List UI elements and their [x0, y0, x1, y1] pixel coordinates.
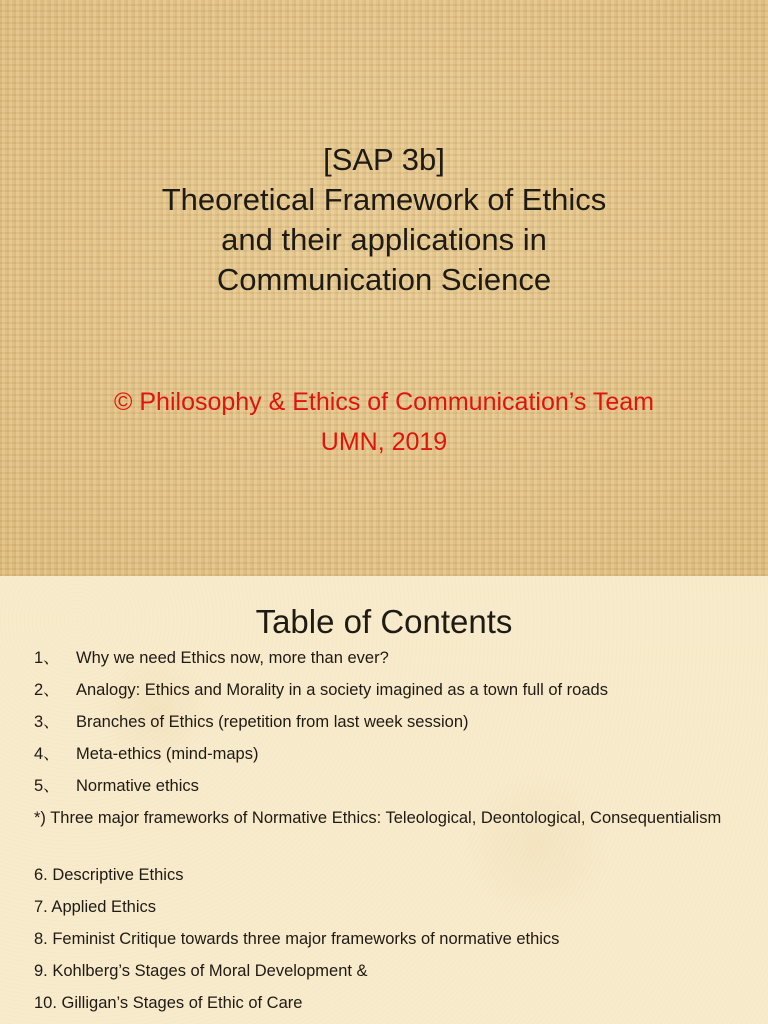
toc-note-frameworks [34, 808, 758, 865]
slide-subtitle [0, 382, 768, 462]
toc-item [34, 776, 758, 808]
toc-item [34, 680, 758, 712]
toc-item-text: Branches of Ethics (repetition from last week session) [76, 713, 469, 731]
toc-item-text: 8. Feminist Critique towards three major frameworks of normative ethics [34, 930, 560, 948]
toc-item [34, 993, 758, 1024]
toc-item-text: Meta-ethics (mind-maps) [76, 745, 259, 763]
toc-item-text: *) Three major frameworks of Normative Ethics: Teleological, Deontological, Consequentialism [34, 809, 722, 827]
institution-year-line: UMN, 2019 [320, 428, 448, 456]
toc-item-number: 5、 [34, 777, 60, 795]
toc-item-text: 7. Applied Ethics [34, 898, 156, 916]
toc-item-text: Analogy: Ethics and Morality in a society imagined as a town full of roads [76, 681, 608, 699]
title-line-code: [SAP 3b] [323, 142, 445, 177]
toc-item-text: 9. Kohlberg’s Stages of Moral Development & [34, 962, 368, 980]
copyright-line: © Philosophy & Ethics of Communication’s Team [114, 388, 654, 416]
toc-item [34, 865, 758, 897]
toc-heading: Table of Contents [255, 603, 513, 640]
toc-item [34, 712, 758, 744]
toc-item-number: 1、 [34, 649, 60, 667]
toc-item [34, 929, 758, 961]
slide-title [0, 140, 768, 300]
toc-item-number: 4、 [34, 745, 60, 763]
toc-list [34, 648, 758, 1024]
toc-item-text: 6. Descriptive Ethics [34, 866, 184, 884]
title-line-2: and their applications in [221, 222, 547, 257]
toc-item-number: 2、 [34, 681, 60, 699]
toc-item-text: Normative ethics [76, 777, 199, 795]
toc-item-text: 10. Gilligan’s Stages of Ethic of Care [34, 994, 303, 1012]
toc-item-number: 3、 [34, 713, 60, 731]
toc-item [34, 961, 758, 993]
title-line-1: Theoretical Framework of Ethics [161, 182, 607, 217]
toc-item [34, 648, 758, 680]
toc-item [34, 744, 758, 776]
toc-slide [0, 576, 768, 1024]
toc-item-text: Why we need Ethics now, more than ever? [76, 649, 389, 667]
title-line-3: Communication Science [216, 262, 552, 297]
toc-item [34, 897, 758, 929]
